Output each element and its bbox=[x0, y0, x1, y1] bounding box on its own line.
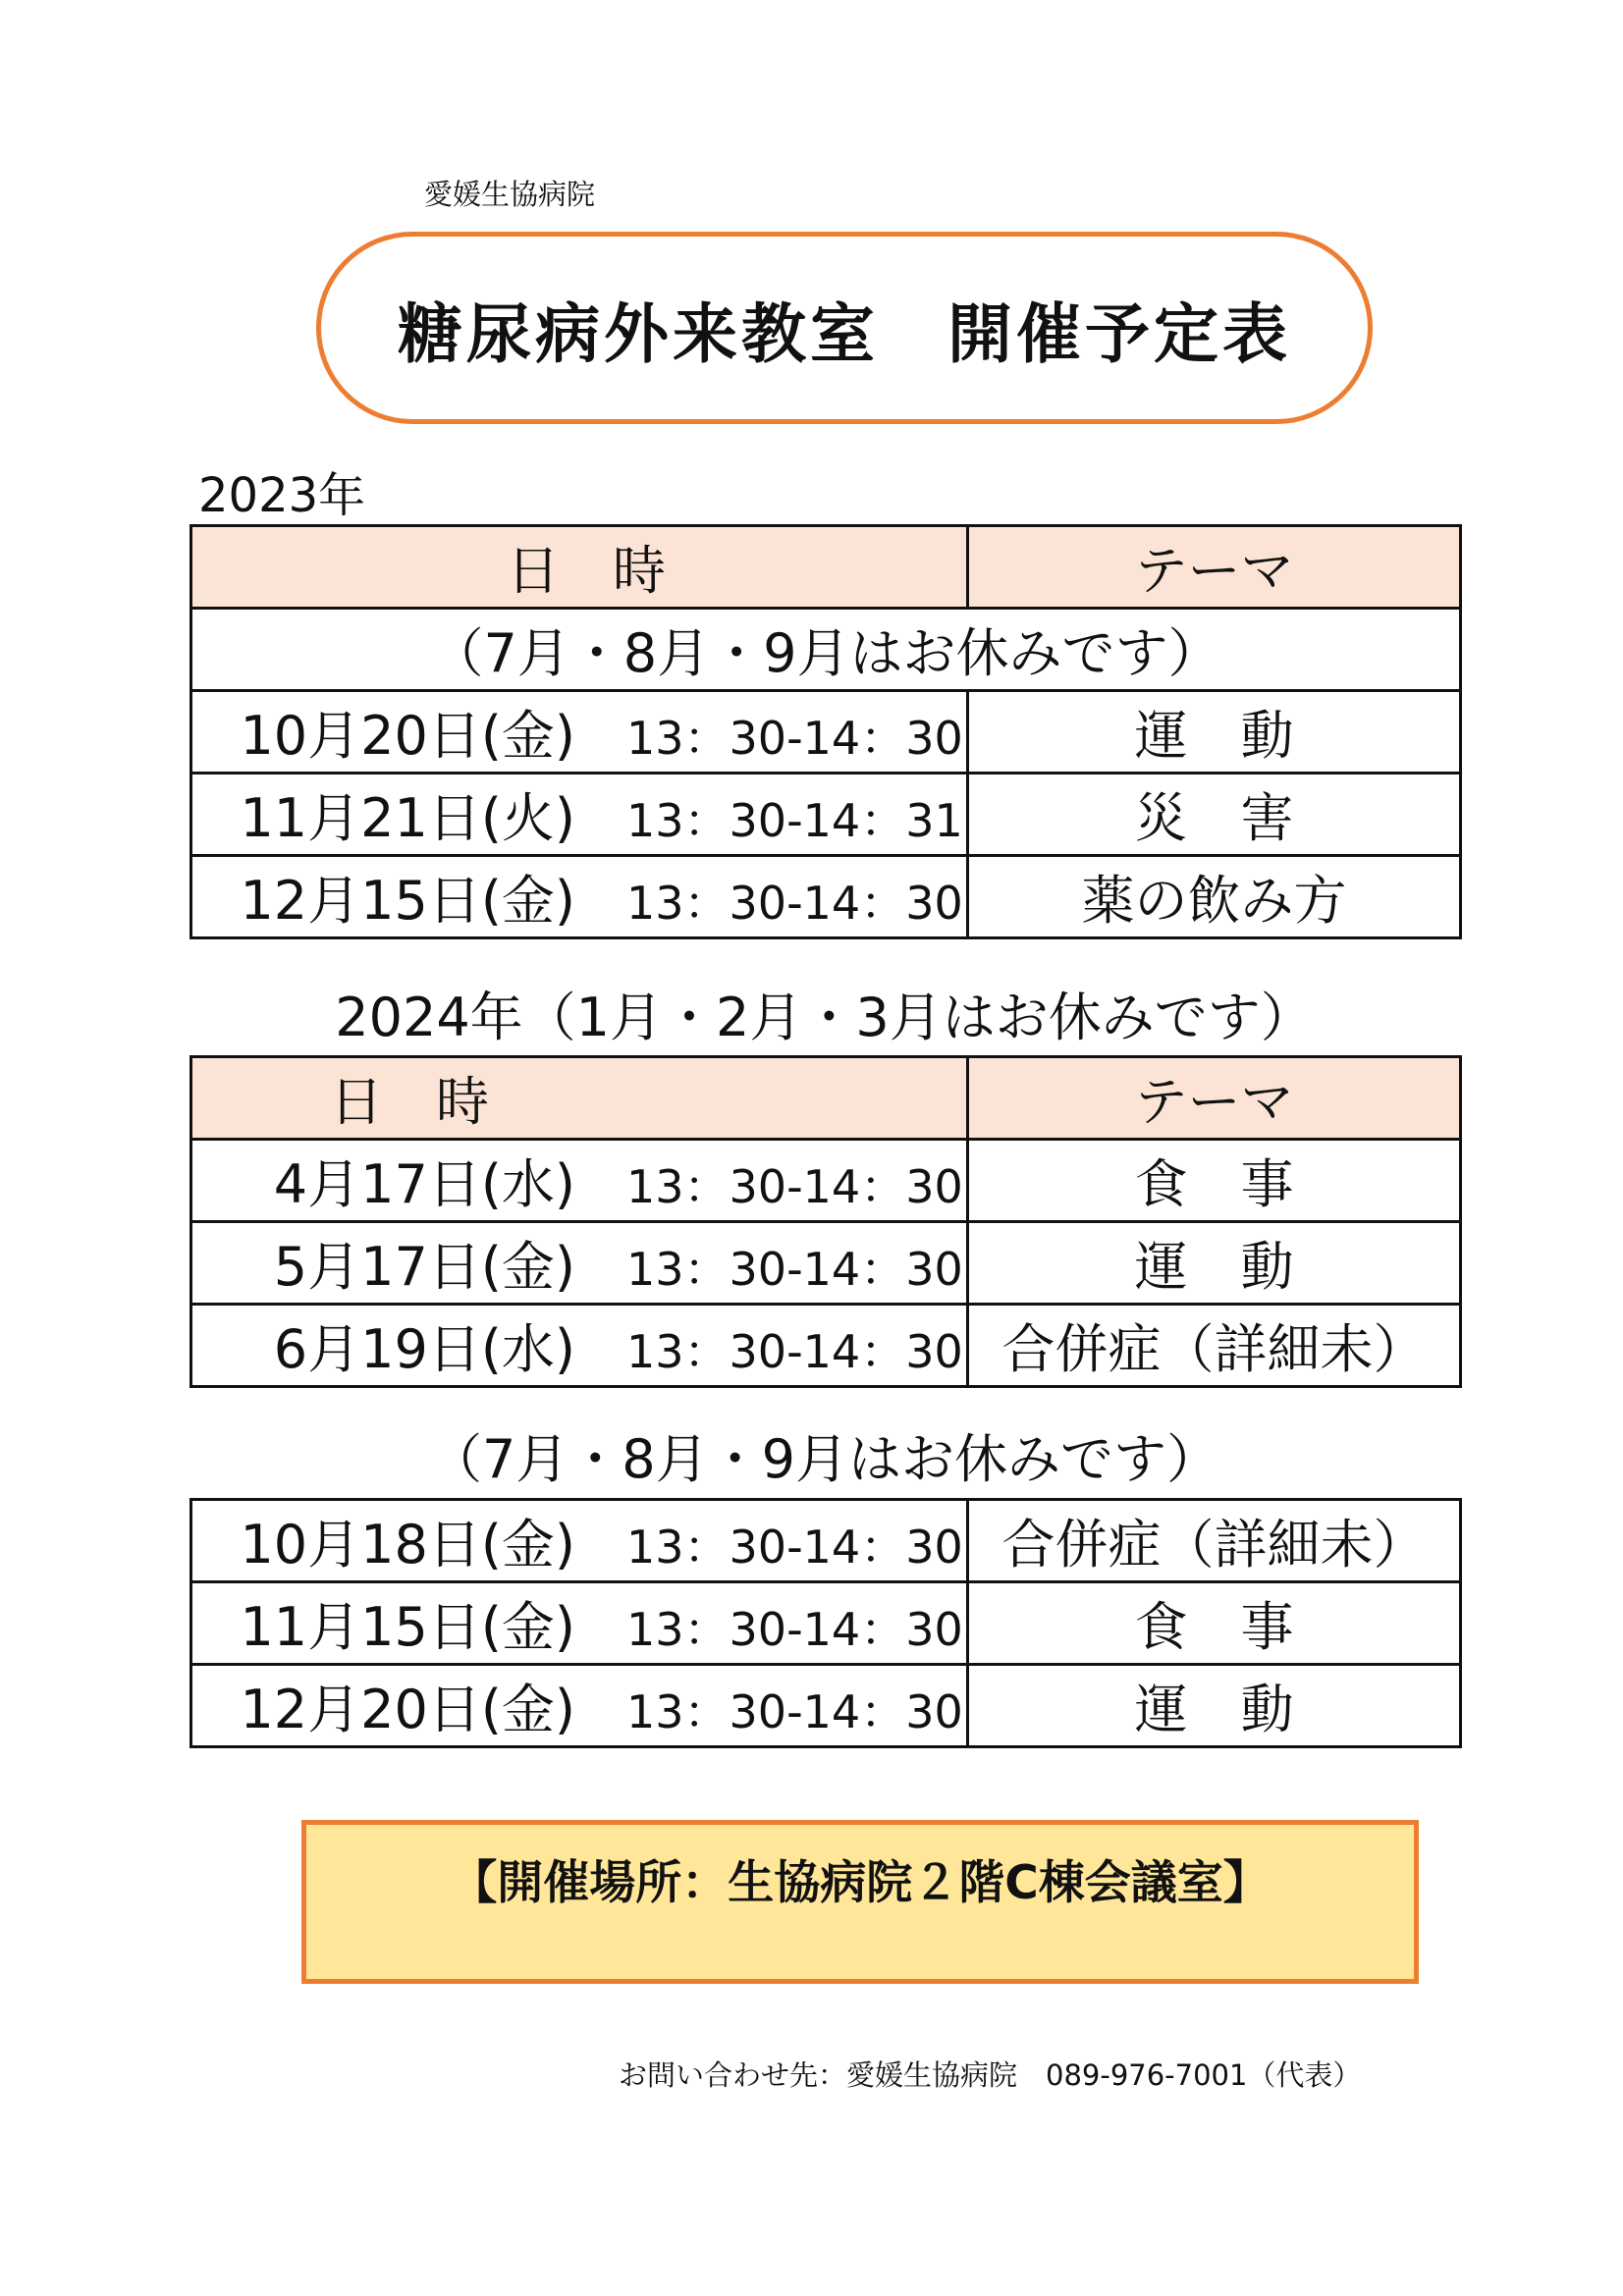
session-theme: 食 事 bbox=[968, 1582, 1461, 1665]
schedule-table-2024-first bbox=[189, 1055, 1462, 1388]
hospital-name: 愛媛生協病院 bbox=[424, 178, 596, 211]
table-row bbox=[191, 1665, 1461, 1747]
session-time: 13：30-14：30 bbox=[626, 1521, 963, 1574]
session-time: 13：30-14：30 bbox=[626, 712, 963, 765]
session-theme: 合併症（詳細未） bbox=[968, 1305, 1461, 1387]
schedule-table-2024-second bbox=[189, 1498, 1462, 1748]
venue-box bbox=[301, 1820, 1419, 1984]
year-2024-label: 2024年（1月・2月・3月はお休みです） bbox=[335, 987, 1314, 1048]
table-row bbox=[191, 1140, 1461, 1222]
venue-text: 【開催場所：生協病院２階C棟会議室】 bbox=[451, 1856, 1270, 1910]
header-theme: テーマ bbox=[968, 1057, 1461, 1140]
table-row bbox=[191, 856, 1461, 938]
session-date: 6月19日(水) bbox=[273, 1318, 575, 1380]
session-theme: 災 害 bbox=[968, 774, 1461, 856]
title-banner bbox=[316, 232, 1373, 424]
table-header-row bbox=[191, 1057, 1461, 1140]
page-title: 糖尿病外来教室 開催予定表 bbox=[398, 295, 1291, 372]
note-row bbox=[191, 609, 1461, 691]
session-time: 13：30-14：30 bbox=[626, 1243, 963, 1296]
contact-info: お問い合わせ先：愛媛生協病院 089-976-7001（代表） bbox=[619, 2058, 1362, 2092]
table-row bbox=[191, 1305, 1461, 1387]
session-theme: 薬の飲み方 bbox=[968, 856, 1461, 938]
session-time: 13：30-14：30 bbox=[626, 1160, 963, 1213]
session-date: 10月18日(金) bbox=[240, 1514, 575, 1575]
session-date: 4月17日(水) bbox=[273, 1153, 575, 1215]
session-time: 13：30-14：31 bbox=[626, 794, 963, 847]
table-header-row bbox=[191, 526, 1461, 609]
table-row bbox=[191, 1222, 1461, 1305]
schedule-table-2023 bbox=[189, 524, 1462, 939]
table-row bbox=[191, 1582, 1461, 1665]
table-row bbox=[191, 1500, 1461, 1582]
header-theme: テーマ bbox=[968, 526, 1461, 609]
session-time: 13：30-14：30 bbox=[626, 1685, 963, 1738]
session-time: 13：30-14：30 bbox=[626, 877, 963, 930]
session-time: 13：30-14：30 bbox=[626, 1603, 963, 1656]
session-date: 11月21日(火) bbox=[240, 787, 575, 849]
closure-note-2024: （7月・8月・9月はお休みです） bbox=[428, 1428, 1220, 1490]
session-theme: 食 事 bbox=[968, 1140, 1461, 1222]
header-datetime: 日 時 bbox=[191, 1057, 968, 1140]
session-date: 5月17日(金) bbox=[273, 1236, 575, 1298]
session-theme: 運 動 bbox=[968, 1222, 1461, 1305]
year-2023-label: 2023年 bbox=[198, 468, 366, 523]
session-time: 13：30-14：30 bbox=[626, 1325, 963, 1378]
session-date: 11月15日(金) bbox=[240, 1596, 575, 1658]
session-theme: 運 動 bbox=[968, 1665, 1461, 1747]
table-row bbox=[191, 691, 1461, 774]
session-date: 10月20日(金) bbox=[240, 705, 575, 767]
session-theme: 合併症（詳細未） bbox=[968, 1500, 1461, 1582]
session-date: 12月20日(金) bbox=[240, 1679, 575, 1740]
session-date: 12月15日(金) bbox=[240, 870, 575, 932]
header-datetime: 日 時 bbox=[191, 526, 968, 609]
closure-note-2023: （7月・8月・9月はお休みです） bbox=[191, 609, 1461, 691]
table-row bbox=[191, 774, 1461, 856]
session-theme: 運 動 bbox=[968, 691, 1461, 774]
